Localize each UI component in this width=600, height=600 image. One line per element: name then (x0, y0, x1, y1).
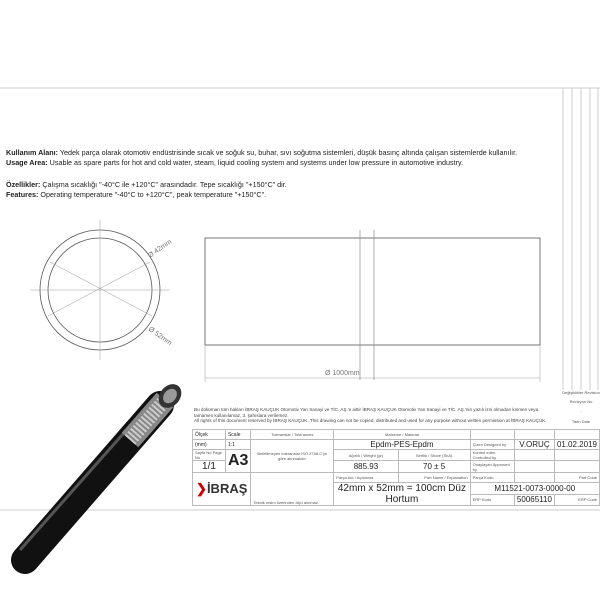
features-tr: Özellikler: Çalışma sıcaklığı "-40°C ile +120°C" arasındadır. Tepe sıcaklığı "+150°C" dir. (6, 180, 287, 189)
features-en: Features: Operating temperature "-40°C to +120°C", peak temperature "+150°C". (6, 190, 267, 199)
inner-diameter-label: Ø 42mm (147, 238, 174, 260)
usage-en: Usage Area: Usable as spare parts for hot and cold water, steam, liquid cooling system and systems under low pressure in automotive industry. (6, 158, 464, 167)
title-block: Ölçek Scale Toleranslar / Tolerances Malzeme / Material (mm) 1:1 Belirtilmeyen toleranslar ISO 2768-C'ye göre alınmalıdır. Epdm-PES-Epdm Çizen Designed by V.ORUÇ 01.02.2019 Sayfa No Page No A3 Ağırlık / Weight (gr) Sertlik / Shore (ShA) Kontrol eden Controlled by 1/1 885.93 70 ± 5 Onaylayan Approved by ❯İBRAŞ Teknik resim üzerinden ölçü alınmaz. Parça Adı / Açıklama Part Name / Explanation Parça Kodu Part Code 42mm x 52mm = 100cm Düz Hortum M11521-0073-0000-00 ERP Kodu 50065110 ERP Code (192, 429, 600, 506)
revision-block: Değişiklikler Revision Revizyon No - Tarih Date (562, 390, 600, 424)
outer-diameter-label: Ø 52mm (146, 325, 173, 348)
length-label: Ø 1000mm (325, 370, 360, 377)
hose-image-icon (20, 380, 186, 560)
copyright-notice: Bu doküman tüm hakları İBRAŞ KAUÇUK Otomotiv Yan Sanayi ve TİC. AŞ.'e aittir İBRAŞ KAUÇUK Otomotiv Yan Sanayi ve TİC. AŞ.'nin yazılı izni olmadan kısmen veya tamamen kullanılamaz, 3. şahıslara verilemez. All rights of this document reserved by İBRAŞ KAUÇUK. This drawing can not be copied, distributed and used for any purpose without written permission at İBRAŞ KAUÇUK. (194, 407, 547, 424)
ibras-logo: ❯İBRAŞ (193, 473, 251, 506)
side-view (205, 230, 540, 382)
cross-section-view (30, 220, 170, 360)
usage-tr: Kullanım Alanı: Yedek parça olarak otomotiv endüstrisinde sıcak ve soğuk su, buhar, sıvı soğutma sistemleri, düşük basınç altında çalışan sistemlerde kullanılır. (6, 148, 518, 157)
